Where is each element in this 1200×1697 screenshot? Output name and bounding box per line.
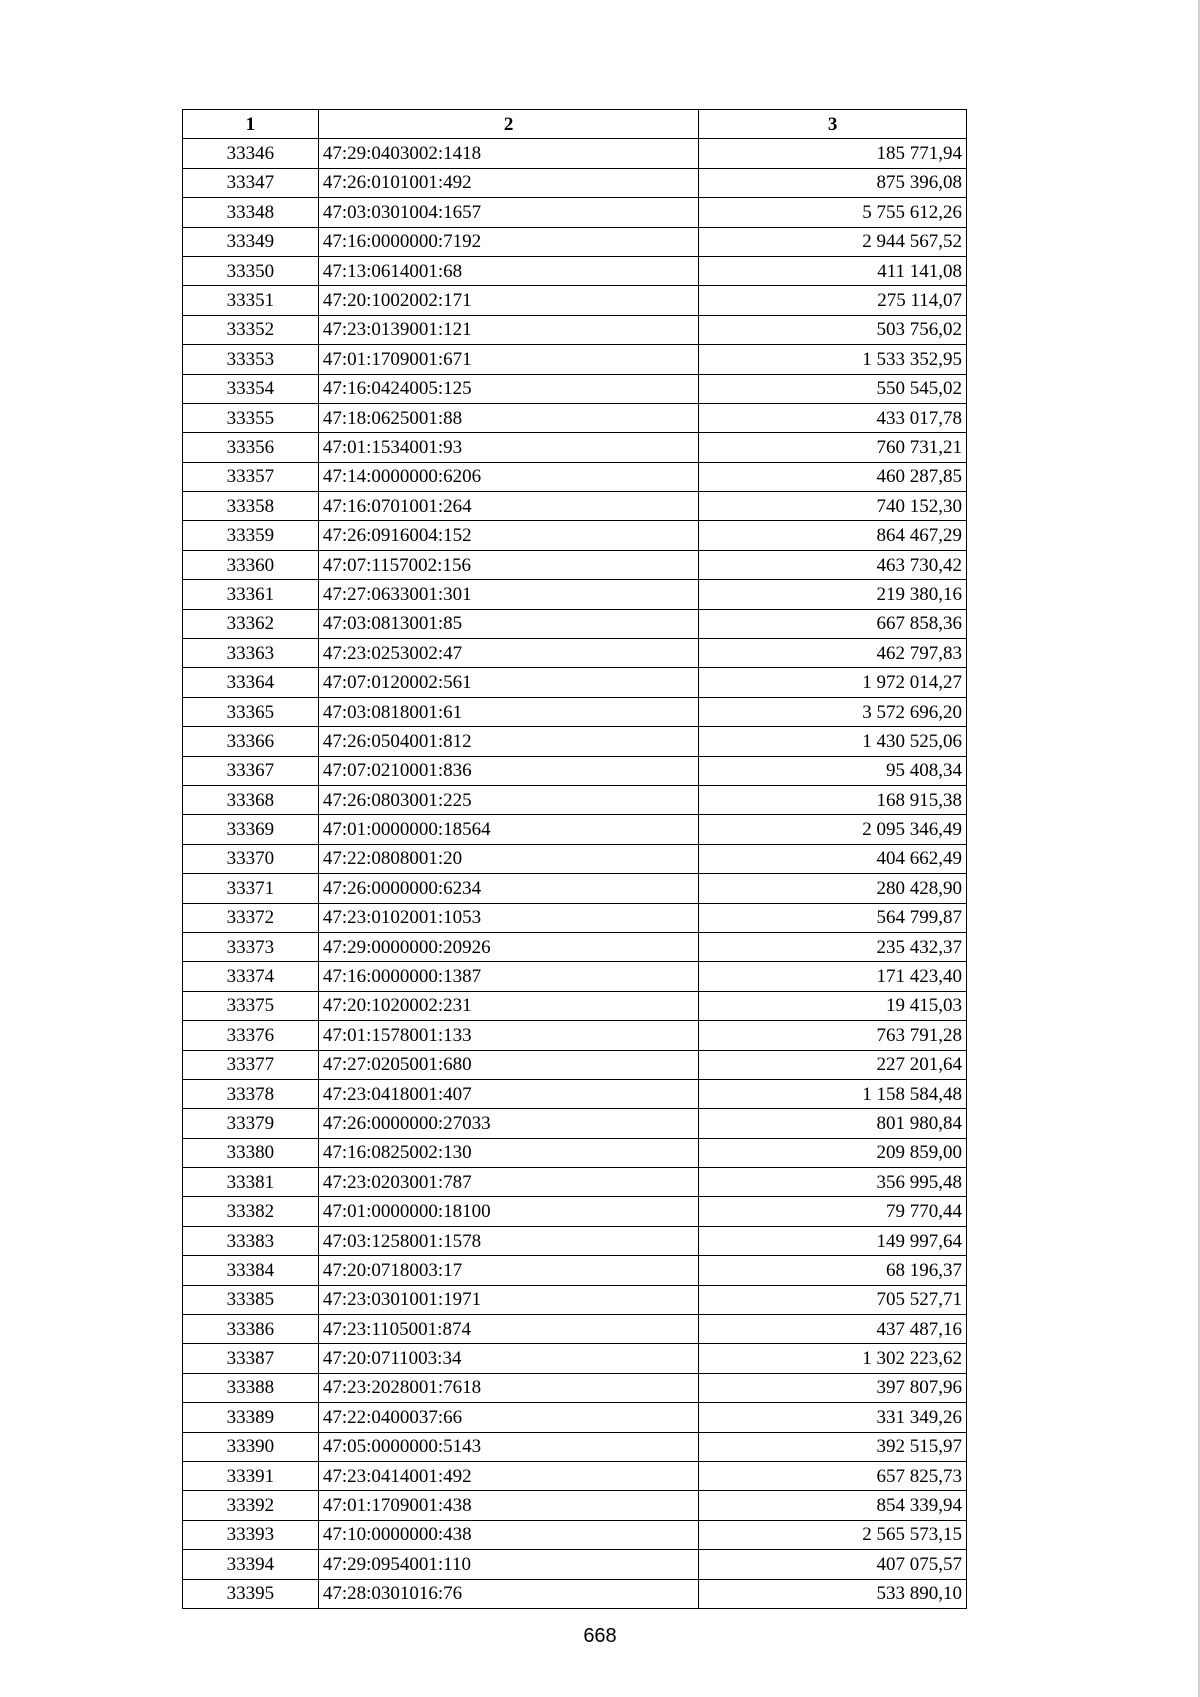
table-row: [183, 815, 967, 844]
table-row: [183, 345, 967, 374]
row-number-cell: 33389: [183, 1403, 319, 1432]
cadastral-number-cell: 47:10:0000000:438: [318, 1520, 699, 1549]
table-row: [183, 521, 967, 550]
table-row: [183, 962, 967, 991]
cadastral-number-cell: 47:23:0139001:121: [318, 315, 699, 344]
cadastral-number-cell: 47:26:0000000:6234: [318, 874, 699, 903]
value-cell: 1 533 352,95: [699, 345, 967, 374]
value-cell: 3 572 696,20: [699, 697, 967, 726]
table-row: [183, 639, 967, 668]
cadastral-number-cell: 47:29:0403002:1418: [318, 139, 699, 168]
table-row: [183, 286, 967, 315]
row-number-cell: 33349: [183, 227, 319, 256]
row-number-cell: 33378: [183, 1079, 319, 1108]
table-row: [183, 1432, 967, 1461]
value-cell: 801 980,84: [699, 1109, 967, 1138]
value-cell: 1 430 525,06: [699, 727, 967, 756]
table-row: [183, 462, 967, 491]
cadastral-number-cell: 47:20:0711003:34: [318, 1344, 699, 1373]
cadastral-number-cell: 47:07:0210001:836: [318, 756, 699, 785]
row-number-cell: 33364: [183, 668, 319, 697]
value-cell: 95 408,34: [699, 756, 967, 785]
cadastral-number-cell: 47:20:0718003:17: [318, 1256, 699, 1285]
row-number-cell: 33361: [183, 580, 319, 609]
row-number-cell: 33346: [183, 139, 319, 168]
row-number-cell: 33391: [183, 1461, 319, 1490]
row-number-cell: 33370: [183, 844, 319, 873]
value-cell: 280 428,90: [699, 874, 967, 903]
cadastral-number-cell: 47:03:0301004:1657: [318, 198, 699, 227]
cadastral-number-cell: 47:26:0101001:492: [318, 168, 699, 197]
value-cell: 356 995,48: [699, 1168, 967, 1197]
value-cell: 331 349,26: [699, 1403, 967, 1432]
row-number-cell: 33375: [183, 991, 319, 1020]
row-number-cell: 33366: [183, 727, 319, 756]
value-cell: 227 201,64: [699, 1050, 967, 1079]
cadastral-number-cell: 47:26:0000000:27033: [318, 1109, 699, 1138]
row-number-cell: 33392: [183, 1491, 319, 1520]
value-cell: 463 730,42: [699, 550, 967, 579]
column-header-2: 2: [318, 110, 699, 139]
row-number-cell: 33387: [183, 1344, 319, 1373]
table-row: [183, 1226, 967, 1255]
cadastral-number-cell: 47:01:0000000:18564: [318, 815, 699, 844]
table-row: [183, 168, 967, 197]
table-row: [183, 727, 967, 756]
value-cell: 533 890,10: [699, 1579, 967, 1608]
row-number-cell: 33383: [183, 1226, 319, 1255]
cadastral-number-cell: 47:16:0701001:264: [318, 492, 699, 521]
row-number-cell: 33362: [183, 609, 319, 638]
cadastral-number-cell: 47:26:0504001:812: [318, 727, 699, 756]
cadastral-number-cell: 47:20:1020002:231: [318, 991, 699, 1020]
value-cell: 2 944 567,52: [699, 227, 967, 256]
value-cell: 411 141,08: [699, 256, 967, 285]
cadastral-number-cell: 47:01:1709001:438: [318, 1491, 699, 1520]
value-cell: 171 423,40: [699, 962, 967, 991]
cadastral-number-cell: 47:27:0633001:301: [318, 580, 699, 609]
cadastral-number-cell: 47:14:0000000:6206: [318, 462, 699, 491]
row-number-cell: 33371: [183, 874, 319, 903]
table-row: [183, 874, 967, 903]
page-number: 668: [583, 1625, 617, 1647]
value-cell: 503 756,02: [699, 315, 967, 344]
table-row: [183, 580, 967, 609]
row-number-cell: 33369: [183, 815, 319, 844]
cadastral-number-cell: 47:07:1157002:156: [318, 550, 699, 579]
value-cell: 1 302 223,62: [699, 1344, 967, 1373]
row-number-cell: 33352: [183, 315, 319, 344]
value-cell: 667 858,36: [699, 609, 967, 638]
cadastral-number-cell: 47:13:0614001:68: [318, 256, 699, 285]
table-row: [183, 903, 967, 932]
row-number-cell: 33353: [183, 345, 319, 374]
table-row: [183, 315, 967, 344]
value-cell: 404 662,49: [699, 844, 967, 873]
cadastral-number-cell: 47:01:1709001:671: [318, 345, 699, 374]
table-header-row: [183, 110, 967, 139]
cadastral-number-cell: 47:23:2028001:7618: [318, 1373, 699, 1402]
table-body: [183, 139, 967, 1609]
value-cell: 392 515,97: [699, 1432, 967, 1461]
cadastral-number-cell: 47:01:1534001:93: [318, 433, 699, 462]
table-row: [183, 374, 967, 403]
cadastral-number-cell: 47:03:1258001:1578: [318, 1226, 699, 1255]
value-cell: 760 731,21: [699, 433, 967, 462]
row-number-cell: 33372: [183, 903, 319, 932]
cadastral-number-cell: 47:27:0205001:680: [318, 1050, 699, 1079]
table-row: [183, 433, 967, 462]
table-row: [183, 756, 967, 785]
table-row: [183, 1579, 967, 1608]
row-number-cell: 33380: [183, 1138, 319, 1167]
table-row: [183, 991, 967, 1020]
value-cell: 235 432,37: [699, 932, 967, 961]
table-row: [183, 1403, 967, 1432]
row-number-cell: 33393: [183, 1520, 319, 1549]
cadastral-number-cell: 47:23:1105001:874: [318, 1315, 699, 1344]
table-row: [183, 227, 967, 256]
cadastral-number-cell: 47:26:0916004:152: [318, 521, 699, 550]
value-cell: 219 380,16: [699, 580, 967, 609]
cadastral-number-cell: 47:26:0803001:225: [318, 785, 699, 814]
row-number-cell: 33368: [183, 785, 319, 814]
table-row: [183, 403, 967, 432]
table-row: [183, 668, 967, 697]
value-cell: 185 771,94: [699, 139, 967, 168]
value-cell: 740 152,30: [699, 492, 967, 521]
value-cell: 168 915,38: [699, 785, 967, 814]
value-cell: 854 339,94: [699, 1491, 967, 1520]
cadastral-number-cell: 47:22:0808001:20: [318, 844, 699, 873]
row-number-cell: 33365: [183, 697, 319, 726]
table-row: [183, 256, 967, 285]
row-number-cell: 33360: [183, 550, 319, 579]
value-cell: 763 791,28: [699, 1021, 967, 1050]
table-row: [183, 1344, 967, 1373]
table-row: [183, 1109, 967, 1138]
value-cell: 550 545,02: [699, 374, 967, 403]
table-row: [183, 1285, 967, 1314]
row-number-cell: 33390: [183, 1432, 319, 1461]
data-table: [182, 109, 967, 1609]
cadastral-number-cell: 47:07:0120002:561: [318, 668, 699, 697]
value-cell: 407 075,57: [699, 1550, 967, 1579]
table-row: [183, 1168, 967, 1197]
row-number-cell: 33379: [183, 1109, 319, 1138]
row-number-cell: 33357: [183, 462, 319, 491]
row-number-cell: 33395: [183, 1579, 319, 1608]
row-number-cell: 33382: [183, 1197, 319, 1226]
cadastral-number-cell: 47:03:0813001:85: [318, 609, 699, 638]
row-number-cell: 33354: [183, 374, 319, 403]
value-cell: 79 770,44: [699, 1197, 967, 1226]
value-cell: 657 825,73: [699, 1461, 967, 1490]
cadastral-number-cell: 47:23:0301001:1971: [318, 1285, 699, 1314]
row-number-cell: 33386: [183, 1315, 319, 1344]
table-row: [183, 1138, 967, 1167]
column-header-1: 1: [183, 110, 319, 139]
row-number-cell: 33384: [183, 1256, 319, 1285]
table-row: [183, 609, 967, 638]
cadastral-number-cell: 47:16:0000000:1387: [318, 962, 699, 991]
column-header-3: 3: [699, 110, 967, 139]
table-row: [183, 1021, 967, 1050]
table-row: [183, 1050, 967, 1079]
value-cell: 397 807,96: [699, 1373, 967, 1402]
value-cell: 564 799,87: [699, 903, 967, 932]
row-number-cell: 33374: [183, 962, 319, 991]
row-number-cell: 33388: [183, 1373, 319, 1402]
value-cell: 2 095 346,49: [699, 815, 967, 844]
value-cell: 275 114,07: [699, 286, 967, 315]
row-number-cell: 33356: [183, 433, 319, 462]
table-row: [183, 697, 967, 726]
table-row: [183, 1550, 967, 1579]
cadastral-number-cell: 47:23:0102001:1053: [318, 903, 699, 932]
table-row: [183, 1461, 967, 1490]
row-number-cell: 33385: [183, 1285, 319, 1314]
table-row: [183, 139, 967, 168]
cadastral-number-cell: 47:23:0203001:787: [318, 1168, 699, 1197]
cadastral-number-cell: 47:23:0418001:407: [318, 1079, 699, 1108]
cadastral-number-cell: 47:03:0818001:61: [318, 697, 699, 726]
table-row: [183, 1197, 967, 1226]
table-row: [183, 1079, 967, 1108]
row-number-cell: 33358: [183, 492, 319, 521]
row-number-cell: 33373: [183, 932, 319, 961]
cadastral-number-cell: 47:16:0825002:130: [318, 1138, 699, 1167]
row-number-cell: 33351: [183, 286, 319, 315]
table-row: [183, 932, 967, 961]
value-cell: 1 158 584,48: [699, 1079, 967, 1108]
cadastral-number-cell: 47:20:1002002:171: [318, 286, 699, 315]
value-cell: 433 017,78: [699, 403, 967, 432]
row-number-cell: 33376: [183, 1021, 319, 1050]
row-number-cell: 33347: [183, 168, 319, 197]
table-row: [183, 198, 967, 227]
table-row: [183, 785, 967, 814]
cadastral-number-cell: 47:01:1578001:133: [318, 1021, 699, 1050]
cadastral-number-cell: 47:05:0000000:5143: [318, 1432, 699, 1461]
table-row: [183, 1520, 967, 1549]
value-cell: 149 997,64: [699, 1226, 967, 1255]
table-row: [183, 844, 967, 873]
value-cell: 5 755 612,26: [699, 198, 967, 227]
table-row: [183, 1491, 967, 1520]
cadastral-number-cell: 47:23:0414001:492: [318, 1461, 699, 1490]
cadastral-number-cell: 47:18:0625001:88: [318, 403, 699, 432]
value-cell: 705 527,71: [699, 1285, 967, 1314]
row-number-cell: 33381: [183, 1168, 319, 1197]
cadastral-number-cell: 47:28:0301016:76: [318, 1579, 699, 1608]
value-cell: 19 415,03: [699, 991, 967, 1020]
cadastral-number-cell: 47:29:0000000:20926: [318, 932, 699, 961]
cadastral-number-cell: 47:01:0000000:18100: [318, 1197, 699, 1226]
table-row: [183, 1373, 967, 1402]
cadastral-number-cell: 47:16:0000000:7192: [318, 227, 699, 256]
cadastral-number-cell: 47:29:0954001:110: [318, 1550, 699, 1579]
row-number-cell: 33355: [183, 403, 319, 432]
table-row: [183, 1256, 967, 1285]
value-cell: 437 487,16: [699, 1315, 967, 1344]
value-cell: 68 196,37: [699, 1256, 967, 1285]
table-row: [183, 1315, 967, 1344]
value-cell: 462 797,83: [699, 639, 967, 668]
row-number-cell: 33363: [183, 639, 319, 668]
row-number-cell: 33394: [183, 1550, 319, 1579]
value-cell: 875 396,08: [699, 168, 967, 197]
value-cell: 2 565 573,15: [699, 1520, 967, 1549]
row-number-cell: 33348: [183, 198, 319, 227]
row-number-cell: 33350: [183, 256, 319, 285]
value-cell: 460 287,85: [699, 462, 967, 491]
row-number-cell: 33359: [183, 521, 319, 550]
row-number-cell: 33367: [183, 756, 319, 785]
value-cell: 1 972 014,27: [699, 668, 967, 697]
cadastral-number-cell: 47:16:0424005:125: [318, 374, 699, 403]
table-row: [183, 550, 967, 579]
row-number-cell: 33377: [183, 1050, 319, 1079]
cadastral-number-cell: 47:23:0253002:47: [318, 639, 699, 668]
table-row: [183, 492, 967, 521]
value-cell: 864 467,29: [699, 521, 967, 550]
cadastral-number-cell: 47:22:0400037:66: [318, 1403, 699, 1432]
value-cell: 209 859,00: [699, 1138, 967, 1167]
